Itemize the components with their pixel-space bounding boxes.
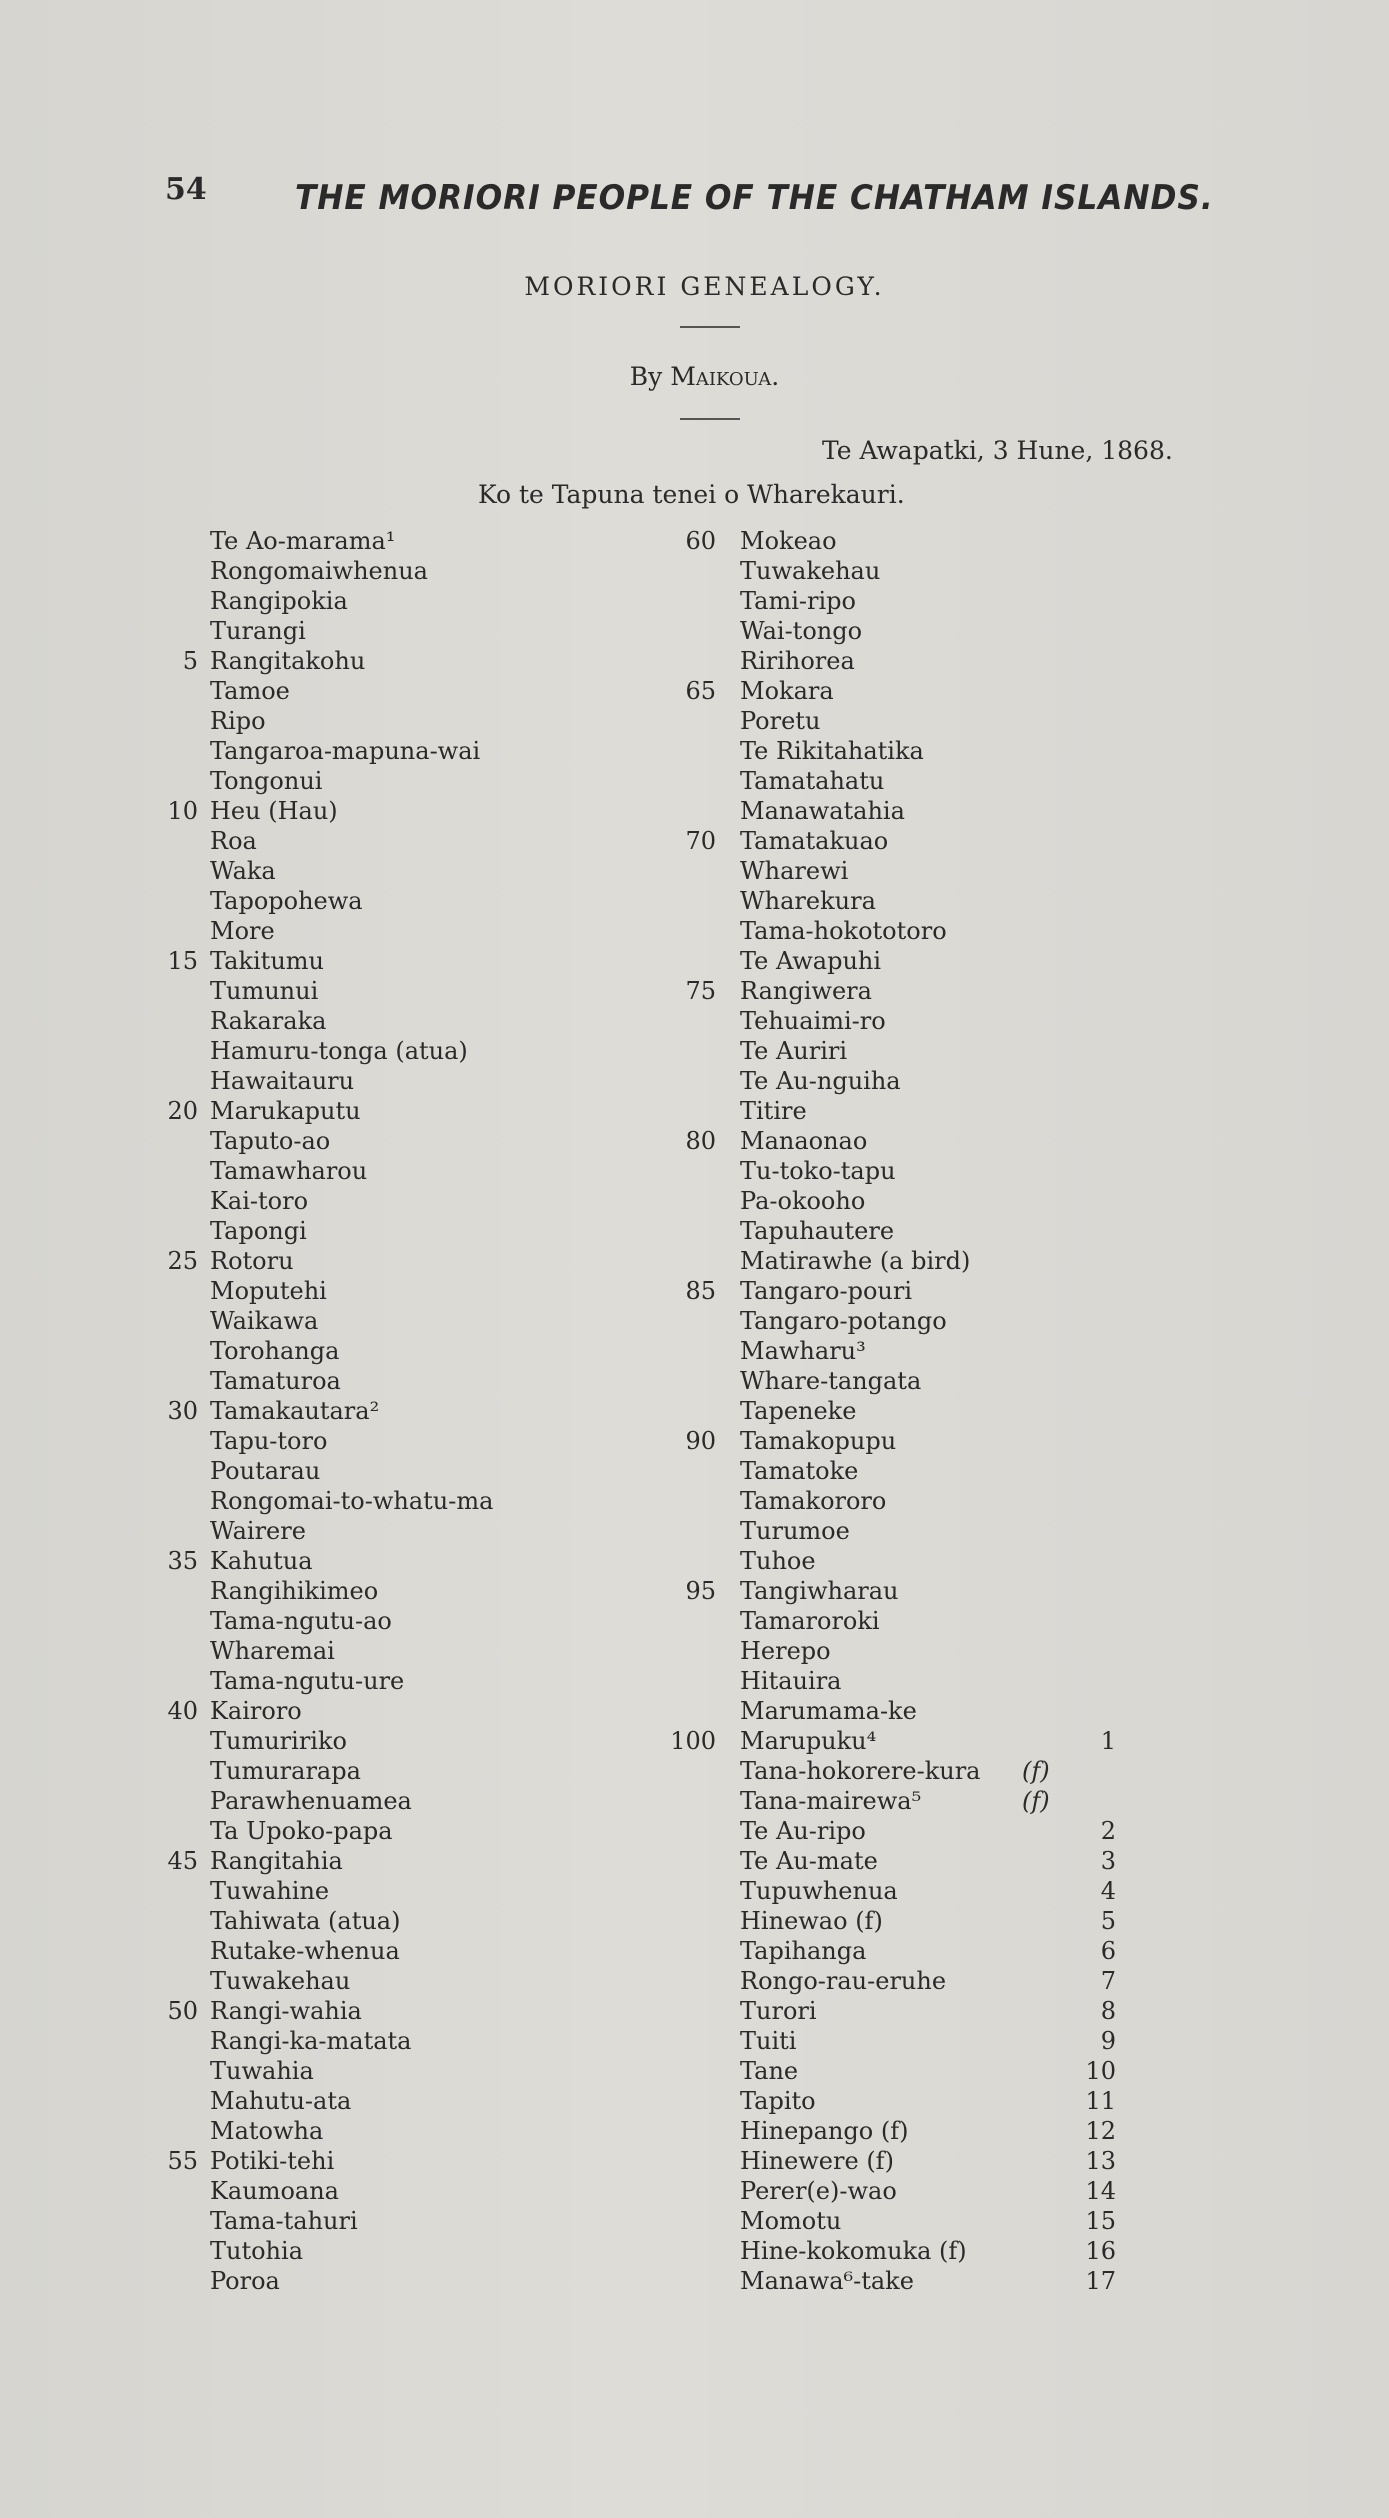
genealogy-entry bbox=[740, 856, 980, 886]
genealogy-entry bbox=[210, 976, 493, 1006]
generation-number: 85 bbox=[685, 1277, 716, 1305]
ancestor-name: Hawaitauru bbox=[210, 1067, 355, 1095]
ancestor-name: Takitumu bbox=[210, 947, 324, 975]
genealogy-entry bbox=[740, 1186, 980, 1216]
ancestor-name: Tangaroa-mapuna-wai bbox=[210, 737, 481, 765]
ancestor-name: Mahutu-ata bbox=[210, 2087, 352, 2115]
genealogy-entry bbox=[210, 916, 493, 946]
sub-count: 17 bbox=[1085, 2267, 1116, 2295]
ancestor-name: Rotoru bbox=[210, 1247, 294, 1275]
genealogy-entry bbox=[210, 1636, 493, 1666]
ancestor-name: Marupuku⁴ bbox=[740, 1727, 877, 1755]
genealogy-entry bbox=[740, 1456, 980, 1486]
ancestor-name: Rakaraka bbox=[210, 1007, 327, 1035]
genealogy-entry bbox=[210, 1186, 493, 1216]
genealogy-entry bbox=[740, 1366, 980, 1396]
ancestor-name: Torohanga bbox=[210, 1337, 340, 1365]
genealogy-entry bbox=[210, 1516, 493, 1546]
genealogy-entry bbox=[740, 1996, 1116, 2026]
genealogy-entry bbox=[740, 1006, 980, 1036]
ancestor-name: Roa bbox=[210, 827, 257, 855]
genealogy-entry bbox=[740, 1636, 980, 1666]
ancestor-name: Rangitahia bbox=[210, 1847, 343, 1875]
ancestor-name: Rangi-wahia bbox=[210, 1997, 362, 2025]
generation-number: 70 bbox=[685, 827, 716, 855]
ancestor-name: Te Rikitahatika bbox=[740, 737, 924, 765]
ancestor-name: Tamatakuao bbox=[740, 827, 889, 855]
ancestor-name: Kahutua bbox=[210, 1547, 313, 1575]
ancestor-name: Marumama-ke bbox=[740, 1697, 917, 1725]
genealogy-entry bbox=[210, 2236, 493, 2266]
ancestor-name: Tane bbox=[740, 2057, 799, 2085]
genealogy-entry bbox=[167, 1546, 493, 1576]
genealogy-entry bbox=[740, 2176, 1116, 2206]
sub-count: 10 bbox=[1085, 2057, 1116, 2085]
ancestor-name: More bbox=[210, 917, 275, 945]
genealogy-entry bbox=[210, 1666, 493, 1696]
sub-count: 13 bbox=[1085, 2147, 1116, 2175]
ancestor-name: Tamawharou bbox=[210, 1157, 368, 1185]
genealogy-entry bbox=[685, 826, 980, 856]
ancestor-name: Matowha bbox=[210, 2117, 324, 2145]
genealogy-entry bbox=[740, 1096, 980, 1126]
genealogy-entry bbox=[685, 1276, 980, 1306]
genealogy-entry bbox=[210, 676, 493, 706]
ancestor-name: Te Au-mate bbox=[740, 1847, 878, 1875]
ancestor-name: Tongonui bbox=[210, 767, 323, 795]
ancestor-name: Ririhorea bbox=[740, 647, 855, 675]
divider bbox=[680, 418, 740, 420]
ancestor-name: Rongo-rau-eruhe bbox=[740, 1967, 947, 1995]
ancestor-name: Tamoe bbox=[210, 677, 290, 705]
generation-number: 90 bbox=[685, 1427, 716, 1455]
ancestor-name: Hinewao (f) bbox=[740, 1907, 883, 1935]
ancestor-name: Te Awapuhi bbox=[740, 947, 882, 975]
ancestor-name: Poretu bbox=[740, 707, 821, 735]
genealogy-entry bbox=[210, 2206, 493, 2236]
ancestor-name: Tangaro-pouri bbox=[740, 1277, 913, 1305]
generation-number: 10 bbox=[167, 797, 198, 825]
ancestor-name: Tamaroroki bbox=[740, 1607, 880, 1635]
genealogy-entry bbox=[210, 2086, 493, 2116]
genealogy-entry bbox=[740, 706, 980, 736]
ancestor-name: Rangitakohu bbox=[210, 647, 366, 675]
ancestor-name: Tapopohewa bbox=[210, 887, 363, 915]
ancestor-name: Turangi bbox=[210, 617, 306, 645]
ancestor-name: Whare-tangata bbox=[740, 1367, 922, 1395]
genealogy-right-column bbox=[670, 526, 1116, 2296]
genealogy-entry bbox=[210, 1336, 493, 1366]
genealogy-entry bbox=[167, 1246, 493, 1276]
ancestor-name: Poroa bbox=[210, 2267, 280, 2295]
ancestor-name: Mokara bbox=[740, 677, 834, 705]
genealogy-entry bbox=[210, 1066, 493, 1096]
genealogy-entry bbox=[670, 1726, 1116, 1756]
genealogy-entry bbox=[210, 616, 493, 646]
ancestor-name: Te Au-nguiha bbox=[740, 1067, 901, 1095]
sub-count: 12 bbox=[1085, 2117, 1116, 2145]
ancestor-name: Hinepango (f) bbox=[740, 2117, 909, 2145]
genealogy-entry bbox=[740, 1306, 980, 1336]
ancestor-name: Tama-tahuri bbox=[210, 2207, 358, 2235]
byline-author: Maikoua. bbox=[670, 362, 780, 391]
ancestor-name: Poutarau bbox=[210, 1457, 321, 1485]
ancestor-name: Tana-mairewa⁵ bbox=[740, 1787, 922, 1815]
genealogy-entry bbox=[740, 1036, 980, 1066]
ancestor-name: Hine-kokomuka (f) bbox=[740, 2237, 967, 2265]
genealogy-entry bbox=[740, 1156, 980, 1186]
ancestor-name: Tumuririko bbox=[210, 1727, 347, 1755]
genealogy-entry bbox=[740, 2146, 1116, 2176]
genealogy-entry bbox=[210, 1816, 493, 1846]
genealogy-entry bbox=[210, 706, 493, 736]
ancestor-name: Manawatahia bbox=[740, 797, 905, 825]
ancestor-name: Tama-ngutu-ao bbox=[210, 1607, 392, 1635]
generation-number: 100 bbox=[670, 1727, 716, 1755]
genealogy-entry bbox=[740, 2206, 1116, 2236]
genealogy-entry bbox=[740, 1396, 980, 1426]
genealogy-entry bbox=[740, 2086, 1116, 2116]
genealogy-entry bbox=[740, 766, 980, 796]
ancestor-name: Tami-ripo bbox=[740, 587, 856, 615]
genealogy-entry bbox=[210, 2176, 493, 2206]
sub-count: 7 bbox=[1100, 1967, 1116, 1995]
genealogy-entry bbox=[167, 2146, 493, 2176]
ancestor-name: Tehuaimi-ro bbox=[740, 1007, 886, 1035]
ancestor-name: Tuwakehau bbox=[740, 557, 881, 585]
genealogy-entry bbox=[210, 1426, 493, 1456]
sub-count: 9 bbox=[1100, 2027, 1116, 2055]
genealogy-entry bbox=[210, 1036, 493, 1066]
genealogy-entry bbox=[210, 2116, 493, 2146]
genealogy-entry bbox=[210, 1156, 493, 1186]
ancestor-name: Turori bbox=[740, 1997, 817, 2025]
genealogy-entry bbox=[210, 826, 493, 856]
genealogy-entry bbox=[740, 1606, 980, 1636]
genealogy-entry bbox=[210, 736, 493, 766]
genealogy-entry bbox=[740, 1876, 1116, 1906]
female-note: (f) bbox=[1022, 1787, 1050, 1815]
ancestor-name: Hinewere (f) bbox=[740, 2147, 894, 2175]
ancestor-name: Parawhenuamea bbox=[210, 1787, 412, 1815]
ancestor-name: Tumurarapa bbox=[210, 1757, 361, 1785]
genealogy-entry bbox=[210, 2026, 493, 2056]
ancestor-name: Hitauira bbox=[740, 1667, 842, 1695]
ancestor-name: Perer(e)-wao bbox=[740, 2177, 897, 2205]
ancestor-name: Moputehi bbox=[210, 1277, 327, 1305]
genealogy-entry bbox=[740, 916, 980, 946]
genealogy-entry bbox=[740, 1246, 980, 1276]
sub-count: 15 bbox=[1085, 2207, 1116, 2235]
ancestor-name: Kai-toro bbox=[210, 1187, 309, 1215]
ancestor-name: Heu (Hau) bbox=[210, 797, 338, 825]
genealogy-entry bbox=[167, 1696, 493, 1726]
genealogy-entry bbox=[740, 1936, 1116, 1966]
sub-count: 8 bbox=[1100, 1997, 1116, 2025]
genealogy-entry bbox=[210, 1486, 493, 1516]
genealogy-entry bbox=[167, 1846, 493, 1876]
place-date: Te Awapatki, 3 Hune, 1868. bbox=[822, 436, 1173, 465]
genealogy-entry bbox=[210, 2056, 493, 2086]
genealogy-entry bbox=[740, 1336, 980, 1366]
generation-number: 15 bbox=[167, 947, 198, 975]
ancestor-name: Rangi-ka-matata bbox=[210, 2027, 412, 2055]
genealogy-entry bbox=[740, 1906, 1116, 1936]
genealogy-entry bbox=[740, 1846, 1116, 1876]
genealogy-entry bbox=[740, 1786, 1050, 1816]
genealogy-entry bbox=[210, 766, 493, 796]
genealogy-entry bbox=[740, 616, 980, 646]
sub-count: 3 bbox=[1100, 1847, 1116, 1875]
ancestor-name: Tutohia bbox=[210, 2237, 303, 2265]
ancestor-name: Tuwakehau bbox=[210, 1967, 351, 1995]
ancestor-name: Ripo bbox=[210, 707, 266, 735]
genealogy-entry bbox=[740, 2266, 1116, 2296]
ancestor-name: Tangiwharau bbox=[740, 1577, 899, 1605]
genealogy-entry bbox=[740, 1666, 980, 1696]
genealogy-entry bbox=[740, 1066, 980, 1096]
ancestor-name: Tangaro-potango bbox=[740, 1307, 947, 1335]
ancestor-name: Tuiti bbox=[740, 2027, 797, 2055]
ancestor-name: Titire bbox=[740, 1097, 807, 1125]
ancestor-name: Tamatahatu bbox=[740, 767, 885, 795]
genealogy-entry bbox=[740, 886, 980, 916]
genealogy-entry bbox=[210, 1366, 493, 1396]
genealogy-entry bbox=[210, 1006, 493, 1036]
genealogy-entry bbox=[210, 556, 493, 586]
generation-number: 75 bbox=[685, 977, 716, 1005]
genealogy-entry bbox=[210, 1216, 493, 1246]
running-header: THE MORIORI PEOPLE OF THE CHATHAM ISLANDS. bbox=[295, 178, 1214, 218]
ancestor-name: Wai-tongo bbox=[740, 617, 863, 645]
genealogy-entry bbox=[685, 1426, 980, 1456]
genealogy-entry bbox=[740, 736, 980, 766]
genealogy-entry bbox=[740, 796, 980, 826]
ancestor-name: Pa-okooho bbox=[740, 1187, 866, 1215]
ancestor-name: Mawharu³ bbox=[740, 1337, 866, 1365]
ancestor-name: Kairoro bbox=[210, 1697, 302, 1725]
sub-count: 16 bbox=[1085, 2237, 1116, 2265]
female-note: (f) bbox=[1022, 1757, 1050, 1785]
ancestor-name: Matirawhe (a bird) bbox=[740, 1247, 971, 1275]
ancestor-name: Rongomaiwhenua bbox=[210, 557, 428, 585]
genealogy-entry bbox=[210, 886, 493, 916]
generation-number: 5 bbox=[182, 647, 198, 675]
genealogy-entry bbox=[182, 646, 493, 676]
divider bbox=[680, 326, 740, 328]
ancestor-name: Te Au-ripo bbox=[740, 1817, 866, 1845]
genealogy-entry bbox=[740, 1966, 1116, 1996]
ancestor-name: Rangipokia bbox=[210, 587, 348, 615]
genealogy-entry bbox=[740, 556, 980, 586]
ancestor-name: Tuwahine bbox=[210, 1877, 330, 1905]
generation-number: 80 bbox=[685, 1127, 716, 1155]
genealogy-entry bbox=[210, 1906, 493, 1936]
ancestor-name: Tama-hokototoro bbox=[740, 917, 947, 945]
genealogy-entry bbox=[740, 586, 980, 616]
genealogy-entry bbox=[740, 1486, 980, 1516]
ancestor-name: Te Ao-marama¹ bbox=[210, 527, 396, 555]
genealogy-entry bbox=[210, 1126, 493, 1156]
ancestor-name: Tamatoke bbox=[740, 1457, 859, 1485]
generation-number: 30 bbox=[167, 1397, 198, 1425]
ancestor-name: Rangihikimeo bbox=[210, 1577, 379, 1605]
intro-line: Ko te Tapuna tenei o Wharekauri. bbox=[478, 480, 905, 509]
genealogy-entry bbox=[210, 1456, 493, 1486]
ancestor-name: Tapu-toro bbox=[210, 1427, 328, 1455]
genealogy-entry bbox=[685, 676, 980, 706]
generation-number: 20 bbox=[167, 1097, 198, 1125]
ancestor-name: Rangiwera bbox=[740, 977, 872, 1005]
sub-count: 4 bbox=[1100, 1877, 1116, 1905]
ancestor-name: Wharekura bbox=[740, 887, 876, 915]
ancestor-name: Tamakautara² bbox=[210, 1397, 380, 1425]
ancestor-name: Waikawa bbox=[210, 1307, 319, 1335]
page-number: 54 bbox=[165, 172, 207, 207]
genealogy-entry bbox=[740, 2116, 1116, 2146]
genealogy-entry bbox=[740, 1756, 1050, 1786]
genealogy-entry bbox=[167, 1096, 493, 1126]
generation-number: 60 bbox=[685, 527, 716, 555]
ancestor-name: Tumunui bbox=[210, 977, 319, 1005]
genealogy-entry bbox=[210, 1936, 493, 1966]
genealogy-entry bbox=[740, 946, 980, 976]
sub-count: 2 bbox=[1100, 1817, 1116, 1845]
generation-number: 65 bbox=[685, 677, 716, 705]
genealogy-entry bbox=[210, 1786, 493, 1816]
genealogy-entry bbox=[210, 1276, 493, 1306]
ancestor-name: Mokeao bbox=[740, 527, 837, 555]
ancestor-name: Rongomai-to-whatu-ma bbox=[210, 1487, 494, 1515]
section-title: MORIORI GENEALOGY. bbox=[524, 272, 885, 301]
ancestor-name: Momotu bbox=[740, 2207, 842, 2235]
genealogy-entry bbox=[210, 1306, 493, 1336]
genealogy-entry bbox=[740, 1696, 980, 1726]
genealogy-entry bbox=[210, 1756, 493, 1786]
byline-prefix: By bbox=[629, 362, 663, 391]
genealogy-entry bbox=[210, 586, 493, 616]
ancestor-name: Turumoe bbox=[740, 1517, 850, 1545]
ancestor-name: Tu-toko-tapu bbox=[740, 1157, 896, 1185]
sub-count: 1 bbox=[1100, 1727, 1116, 1755]
genealogy-entry bbox=[685, 1576, 980, 1606]
genealogy-entry bbox=[740, 2236, 1116, 2266]
genealogy-entry bbox=[740, 1816, 1116, 1846]
genealogy-entry bbox=[210, 526, 493, 556]
ancestor-name: Tamakopupu bbox=[740, 1427, 897, 1455]
ancestor-name: Hamuru-tonga (atua) bbox=[210, 1037, 468, 1065]
ancestor-name: Tapihanga bbox=[740, 1937, 867, 1965]
ancestor-name: Tuwahia bbox=[210, 2057, 314, 2085]
ancestor-name: Wairere bbox=[210, 1517, 306, 1545]
ancestor-name: Marukaputu bbox=[210, 1097, 361, 1125]
genealogy-entry bbox=[167, 946, 493, 976]
genealogy-entry bbox=[685, 1126, 980, 1156]
sub-count: 5 bbox=[1100, 1907, 1116, 1935]
genealogy-entry bbox=[210, 1606, 493, 1636]
ancestor-name: Tapongi bbox=[210, 1217, 307, 1245]
genealogy-entry bbox=[167, 1396, 493, 1426]
genealogy-entry bbox=[740, 1546, 980, 1576]
genealogy-entry bbox=[210, 1576, 493, 1606]
genealogy-entry bbox=[210, 1726, 493, 1756]
sub-count: 14 bbox=[1085, 2177, 1116, 2205]
ancestor-name: Taputo-ao bbox=[210, 1127, 331, 1155]
genealogy-entry bbox=[167, 796, 493, 826]
ancestor-name: Waka bbox=[210, 857, 276, 885]
ancestor-name: Tana-hokorere-kura bbox=[740, 1757, 981, 1785]
ancestor-name: Manawa⁶-take bbox=[740, 2267, 914, 2295]
genealogy-left-column bbox=[167, 526, 494, 2296]
ancestor-name: Potiki-tehi bbox=[210, 2147, 335, 2175]
genealogy-entry bbox=[740, 2026, 1116, 2056]
genealogy-entry bbox=[210, 856, 493, 886]
sub-count: 6 bbox=[1100, 1937, 1116, 1965]
ancestor-name: Tahiwata (atua) bbox=[210, 1907, 401, 1935]
genealogy-entry bbox=[685, 976, 980, 1006]
ancestor-name: Tamaturoa bbox=[210, 1367, 341, 1395]
generation-number: 50 bbox=[167, 1997, 198, 2025]
generation-number: 40 bbox=[167, 1697, 198, 1725]
ancestor-name: Tama-ngutu-ure bbox=[210, 1667, 405, 1695]
ancestor-name: Tapeneke bbox=[740, 1397, 857, 1425]
generation-number: 95 bbox=[685, 1577, 716, 1605]
ancestor-name: Herepo bbox=[740, 1637, 831, 1665]
genealogy-entry bbox=[210, 1966, 493, 1996]
genealogy-entry bbox=[210, 1876, 493, 1906]
byline bbox=[0, 362, 1389, 391]
genealogy-entry bbox=[740, 2056, 1116, 2086]
ancestor-name: Te Auriri bbox=[740, 1037, 848, 1065]
ancestor-name: Tupuwhenua bbox=[740, 1877, 898, 1905]
generation-number: 25 bbox=[167, 1247, 198, 1275]
ancestor-name: Kaumoana bbox=[210, 2177, 339, 2205]
ancestor-name: Tapuhautere bbox=[740, 1217, 895, 1245]
generation-number: 35 bbox=[167, 1547, 198, 1575]
generation-number: 45 bbox=[167, 1847, 198, 1875]
ancestor-name: Manaonao bbox=[740, 1127, 868, 1155]
ancestor-name: Tapito bbox=[740, 2087, 816, 2115]
ancestor-name: Ta Upoko-papa bbox=[210, 1817, 393, 1845]
ancestor-name: Tamakororo bbox=[740, 1487, 887, 1515]
genealogy-entry bbox=[685, 526, 980, 556]
ancestor-name: Rutake-whenua bbox=[210, 1937, 400, 1965]
genealogy-entry bbox=[740, 646, 980, 676]
sub-count: 11 bbox=[1085, 2087, 1116, 2115]
genealogy-entry bbox=[210, 2266, 493, 2296]
ancestor-name: Wharewi bbox=[740, 857, 849, 885]
ancestor-name: Tuhoe bbox=[740, 1547, 816, 1575]
genealogy-entry bbox=[167, 1996, 493, 2026]
ancestor-name: Wharemai bbox=[210, 1637, 335, 1665]
genealogy-entry bbox=[740, 1516, 980, 1546]
generation-number: 55 bbox=[167, 2147, 198, 2175]
genealogy-entry bbox=[740, 1216, 980, 1246]
